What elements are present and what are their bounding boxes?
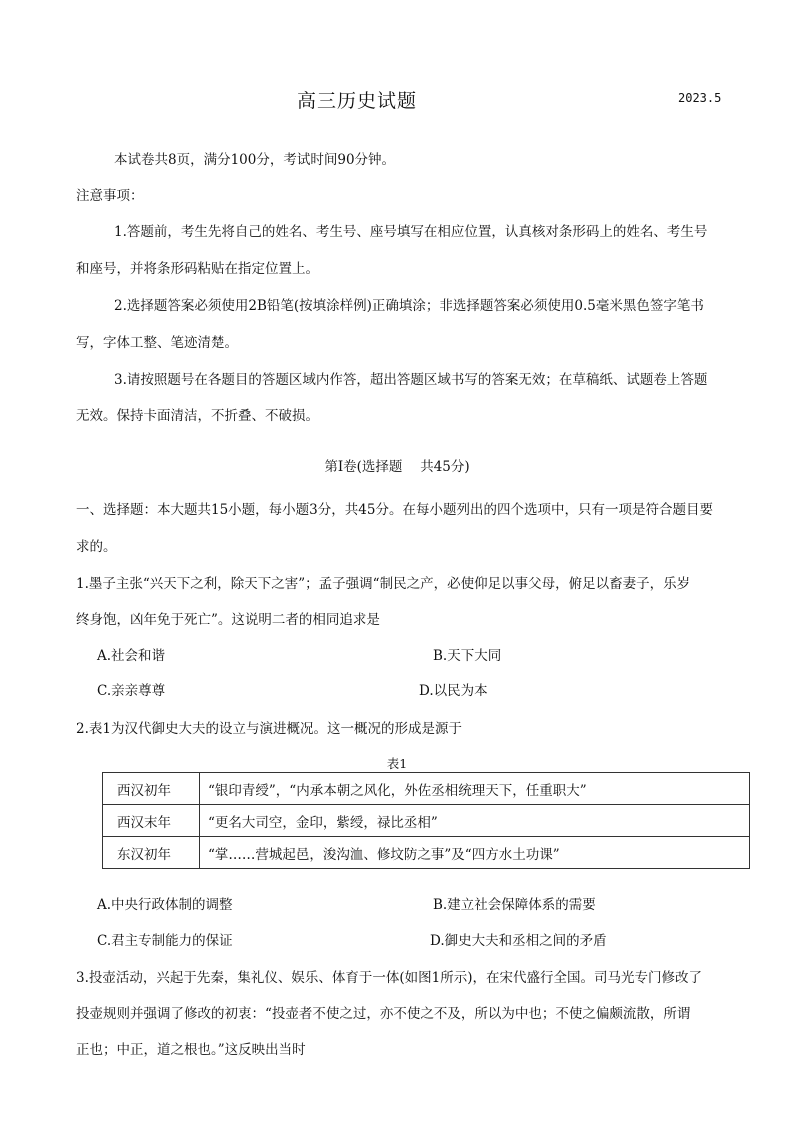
exam-date: 2023.5 (678, 91, 722, 105)
q3-stem-line2: 投壶规则并强调了修改的初衷：“投壶者不使之过，亦不使之不及，所以为中也；不使之偏颇流散，所谓 (76, 1006, 691, 1022)
table-row (103, 773, 750, 805)
q1-option-b: B.天下大同 (433, 648, 502, 664)
q3-stem-line1: 3.投壶活动，兴起于先秦，集礼仪、娱乐、体育于一体(如图1所示)，在宋代盛行全国。司马光专门修改了 (76, 970, 703, 986)
q3-stem-line3: 正也；中正，道之根也。”这反映出当时 (76, 1042, 306, 1058)
table-row (103, 837, 750, 869)
notice-item-3-line2: 无效。保持卡面清洁，不折叠、不破损。 (76, 408, 319, 424)
notice-item-2-line2: 写，字体工整、笔迹清楚。 (76, 335, 238, 351)
table-1 (102, 772, 750, 869)
notice-item-1-line1: 1.答题前，考生先将自己的姓名、考生号、座号填写在相应位置，认真核对条形码上的姓名、考生号 (114, 224, 708, 240)
table-cell-period: 西汉末年 (103, 805, 200, 837)
q1-stem-line2: 终身饱，凶年免于死亡”。这说明二者的相同追求是 (76, 612, 380, 628)
intro-text: 本试卷共8页，满分100分，考试时间90分钟。 (114, 152, 396, 168)
notice-item-1-line2: 和座号，并将条形码粘贴在指定位置上。 (76, 261, 319, 277)
q2-option-a: A.中央行政体制的调整 (97, 897, 233, 913)
table-cell-period: 东汉初年 (103, 837, 200, 869)
q1-stem-line1: 1.墨子主张“兴天下之利，除天下之害”；孟子强调“制民之产，必使仰足以事父母，俯足以畜妻子，乐岁 (76, 576, 691, 592)
section-instruction-line1: 一、选择题：本大题共15小题，每小题3分，共45分。在每小题列出的四个选项中，只有一项是符合题目要 (76, 502, 713, 518)
table-row (103, 805, 750, 837)
table-cell-description: “掌……营城起邑，浚沟洫、修坟防之事”及“四方水土功课” (200, 837, 750, 869)
q2-option-b: B.建立社会保障体系的需要 (433, 897, 596, 913)
q2-option-d: D.御史大夫和丞相之间的矛盾 (430, 933, 607, 949)
q2-option-c: C.君主专制能力的保证 (97, 933, 233, 949)
q2-stem: 2.表1为汉代御史大夫的设立与演进概况。这一概况的形成是源于 (76, 721, 462, 737)
table-cell-description: “更名大司空，金印，紫绶，禄比丞相” (200, 805, 750, 837)
table-cell-description: “银印青绶”，“内承本朝之风化，外佐丞相统理天下，任重职大” (200, 773, 750, 805)
notice-item-2-line1: 2.选择题答案必须使用2B铅笔(按填涂样例)正确填涂；非选择题答案必须使用0.5毫米黑色签字笔书 (114, 298, 704, 314)
table-cell-period: 西汉初年 (103, 773, 200, 805)
section-title: 第Ⅰ卷(选择题 共45分) (324, 459, 470, 475)
notice-heading: 注意事项： (76, 188, 144, 204)
notice-item-3-line1: 3.请按照题号在各题目的答题区域内作答，超出答题区域书写的答案无效；在草稿纸、试题卷上答题 (114, 372, 708, 388)
table-caption: 表1 (386, 756, 408, 771)
section-instruction-line2: 求的。 (76, 539, 117, 555)
q1-option-c: C.亲亲尊尊 (97, 683, 166, 699)
q1-option-d: D.以民为本 (419, 683, 488, 699)
page-title: 高三历史试题 (296, 90, 417, 112)
q1-option-a: A.社会和谐 (97, 648, 166, 664)
